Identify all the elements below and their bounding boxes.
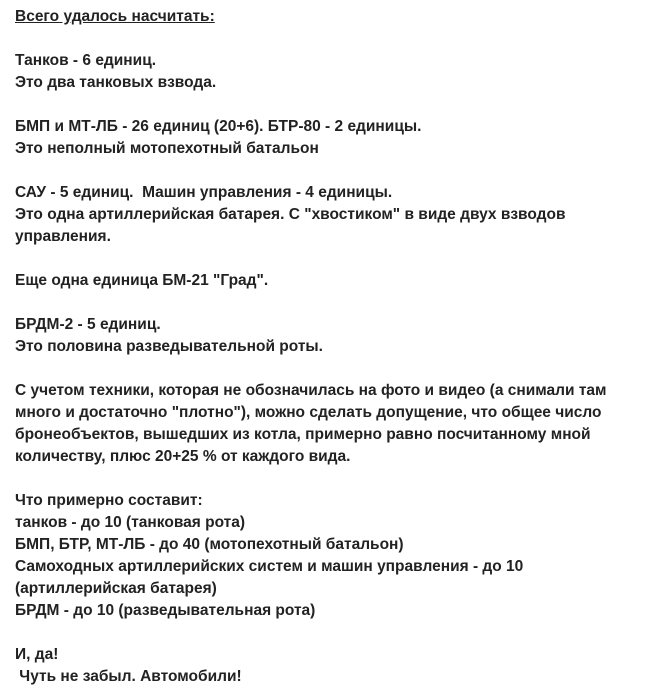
- estimate-line-1: С учетом техники, которая не обозначилась на фото и видео (а снимали там: [15, 382, 607, 399]
- bmp-count: БМП и МТ-ЛБ - 26 единиц (20+6). БТР-80 - 2 единицы.: [15, 118, 422, 135]
- bmp-note: Это неполный мотопехотный батальон: [15, 140, 319, 157]
- summary-brdm: БРДМ - до 10 (разведывательная рота): [15, 602, 316, 619]
- brdm-count: БРДМ-2 - 5 единиц.: [15, 316, 161, 333]
- ending-line-1: И, да!: [15, 646, 59, 663]
- estimate-line-2: много и достаточно "плотно"), можно сделать допущение, что общее число: [15, 404, 602, 421]
- grad-count: Еще одна единица БМ-21 "Град".: [15, 272, 269, 289]
- summary-sau-line-1: Самоходных артиллерийских систем и машин управления - до 10: [15, 558, 524, 575]
- tanks-count: Танков - 6 единиц.: [15, 52, 157, 69]
- summary-tanks: танков - до 10 (танковая рота): [15, 514, 246, 531]
- sau-note-line-2: управления.: [15, 228, 111, 245]
- spacer: [15, 248, 645, 270]
- sau-count: САУ - 5 единиц. Машин управления - 4 единицы.: [15, 184, 393, 201]
- heading: Всего удалось насчитать:: [15, 8, 215, 25]
- spacer: [15, 28, 645, 50]
- document-body: [15, 6, 645, 688]
- tanks-note: Это два танковых взвода.: [15, 74, 217, 91]
- estimate-line-4: количеству, плюс 20+25 % от каждого вида.: [15, 448, 351, 465]
- estimate-line-3: бронеобъектов, вышедших из котла, примерно равно посчитанному мной: [15, 426, 591, 443]
- spacer: [15, 622, 645, 644]
- spacer: [15, 358, 645, 380]
- spacer: [15, 468, 645, 490]
- ending-line-2: Чуть не забыл. Автомобили!: [15, 668, 242, 685]
- spacer: [15, 292, 645, 314]
- brdm-note: Это половина разведывательной роты.: [15, 338, 323, 355]
- spacer: [15, 94, 645, 116]
- summary-sau-line-2: (артиллерийская батарея): [15, 580, 217, 597]
- sau-note-line-1: Это одна артиллерийская батарея. С "хвостиком" в виде двух взводов: [15, 206, 566, 223]
- spacer: [15, 160, 645, 182]
- summary-intro: Что примерно составит:: [15, 492, 203, 509]
- summary-bmp: БМП, БТР, МТ-ЛБ - до 40 (мотопехотный батальон): [15, 536, 404, 553]
